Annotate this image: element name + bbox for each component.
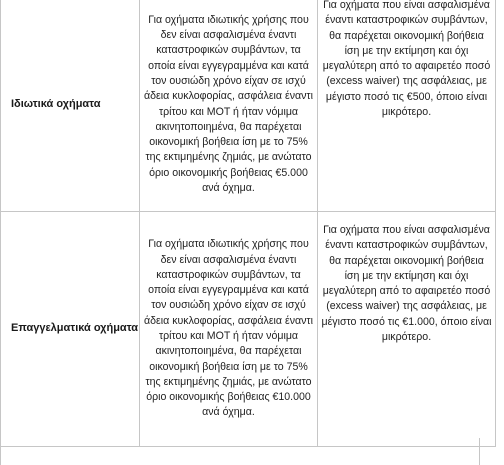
table-row-private-vehicles [1, 0, 496, 212]
table-body [1, 0, 496, 447]
insured-excess-cell [318, 212, 496, 447]
table-row-commercial-vehicles [1, 212, 496, 447]
insured-excess-text: Για οχήματα που είναι ασφαλισμένα έναντι καταστροφικών συμβάντων, θα παρέχεται οικονομική βοήθεια ίση με την εκτίμηση και όχι μεγαλύτερη από το αφαιρετέο ποσό (excess waiver) της ασφάλειας, με μέγιστο ποσό τις €500, όποιο είναι μικρότερο. [322, 0, 491, 119]
category-cell [1, 212, 140, 447]
uninsured-conditions-text: Για οχήματα ιδιωτικής χρήσης που δεν είναι ασφαλισμένα έναντι καταστροφικών συμβάντων, τα οποία είναι εγγεγραμμένα και κατά τον ουσιώδη χρόνο είχαν σε ισχύ άδεια κυκλοφορίας, ασφάλεια έναντι τρίτου και ΜΟΤ ή ήταν νόμιμα ακινητοποιημένα, θα παρέχεται οικονομική βοήθεια ίση με το 75% της εκτιμημένης ζημιάς, με ανώτατο όριο οικονομικής βοήθειας €10.000 ανά όχημα. [144, 238, 313, 419]
insured-excess-cell [318, 0, 496, 212]
category-label: Επαγγελματικά οχήματα [11, 322, 139, 335]
category-label: Ιδιωτικά οχήματα [11, 97, 101, 110]
table-continuation [0, 438, 480, 465]
uninsured-conditions-cell [140, 0, 318, 212]
uninsured-conditions-cell [140, 212, 318, 447]
uninsured-conditions-text: Για οχήματα ιδιωτικής χρήσης που δεν είναι ασφαλισμένα έναντι καταστροφικών συμβάντων, τα οποία είναι εγγεγραμμένα και κατά τον ουσιώδη χρόνο είχαν σε ισχύ άδεια κυκλοφορίας, ασφάλεια έναντι τρίτου και ΜΟΤ ή ήταν νόμιμα ακινητοποιημένα, θα παρέχεται οικονομική βοήθεια ίση με το 75% της εκτιμημένης ζημιάς, με ανώτατο όριο οικονομικής βοήθειας €5.000 ανά όχημα. [144, 13, 313, 194]
category-cell [1, 0, 140, 212]
insured-excess-text: Για οχήματα που είναι ασφαλισμένα έναντι καταστροφικών συμβάντων, θα παρέχεται οικονομική βοήθεια ίση με την εκτίμηση και όχι μεγαλύτερη από το αφαιρετέο ποσό (excess waiver) της ασφάλειας, με μέγιστο ποσό τις €1.000, όποιο είναι μικρότερο. [321, 224, 492, 344]
